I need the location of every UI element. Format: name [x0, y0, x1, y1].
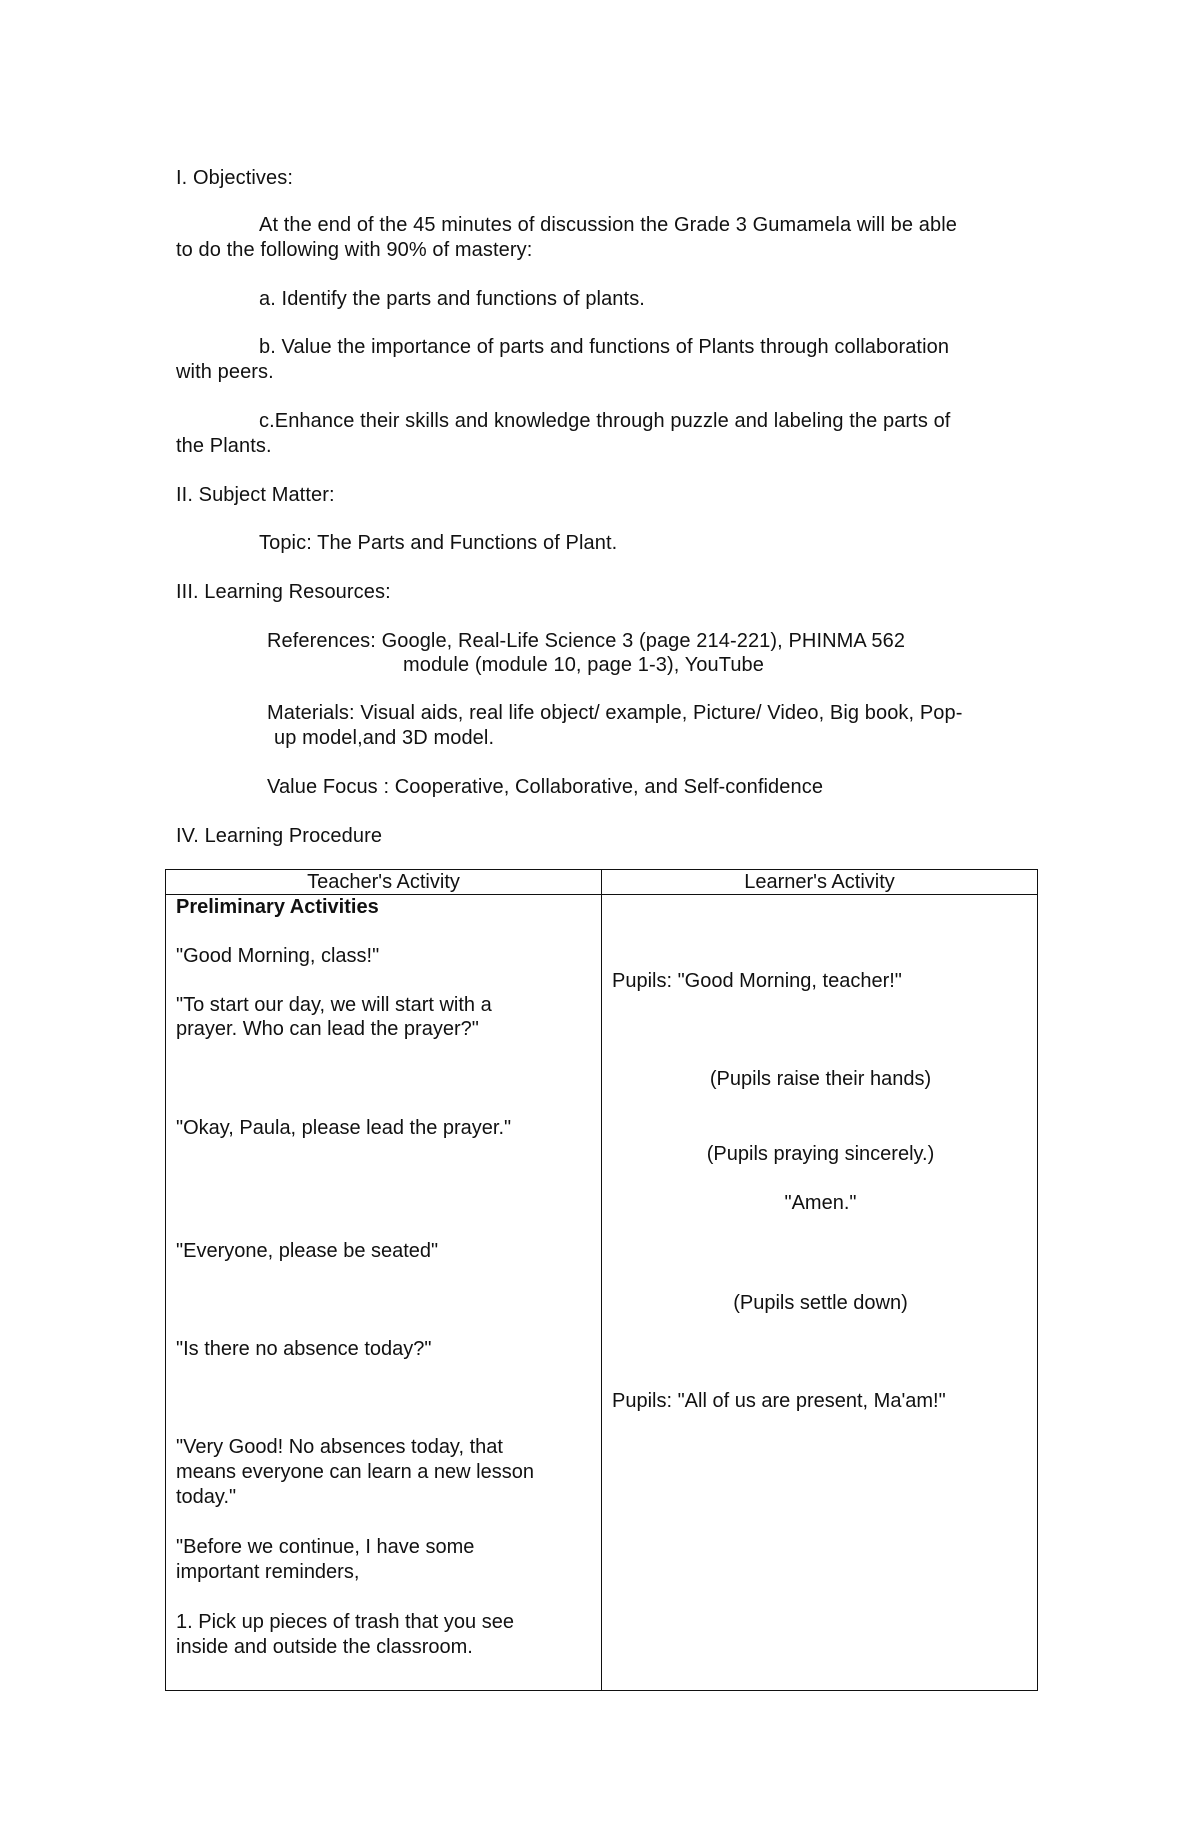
references-line1: References: Google, Real-Life Science 3 (page 214-221), PHINMA 562 — [267, 630, 906, 652]
teacher-okay-paula: "Okay, Paula, please lead the prayer." — [176, 1117, 512, 1139]
table-header-row — [166, 870, 1038, 895]
teacher-seated: "Everyone, please be seated" — [176, 1240, 439, 1262]
objective-b-line1: b. Value the importance of parts and functions of Plants through collaboration — [259, 336, 950, 358]
learner-present: Pupils: "All of us are present, Ma'am!" — [612, 1390, 946, 1412]
teacher-greeting: "Good Morning, class!" — [176, 945, 380, 967]
objective-c-line1: c.Enhance their skills and knowledge through puzzle and labeling the parts of — [259, 410, 951, 432]
learning-procedure-table — [165, 869, 1038, 1691]
teacher-reminders-line2: important reminders, — [176, 1561, 360, 1583]
column-header-teacher: Teacher's Activity — [166, 870, 602, 895]
learning-procedure-heading: IV. Learning Procedure — [176, 825, 383, 847]
teacher-very-good-line2: means everyone can learn a new lesson — [176, 1461, 534, 1483]
learner-amen: "Amen." — [784, 1192, 857, 1214]
subject-matter-heading: II. Subject Matter: — [176, 484, 335, 506]
teacher-activity-cell — [166, 895, 602, 1691]
objective-a: a. Identify the parts and functions of plants. — [259, 288, 645, 310]
table-row — [166, 895, 1038, 1691]
learning-resources-heading: III. Learning Resources: — [176, 581, 391, 603]
objective-c-line2: the Plants. — [176, 435, 272, 457]
subject-topic: Topic: The Parts and Functions of Plant. — [259, 532, 618, 554]
teacher-reminders-line1: "Before we continue, I have some — [176, 1536, 475, 1558]
objective-b-line2: with peers. — [176, 361, 274, 383]
objectives-intro-line1: At the end of the 45 minutes of discussion the Grade 3 Gumamela will be able — [259, 214, 957, 236]
teacher-very-good-line3: today." — [176, 1486, 237, 1508]
column-header-learner: Learner's Activity — [602, 870, 1038, 895]
materials-line2: up model,and 3D model. — [274, 727, 495, 749]
teacher-prayer-line2: prayer. Who can lead the prayer?" — [176, 1018, 479, 1040]
learner-greeting: Pupils: "Good Morning, teacher!" — [612, 970, 902, 992]
objectives-intro-line2: to do the following with 90% of mastery: — [176, 239, 533, 261]
teacher-reminder-item1-line2: inside and outside the classroom. — [176, 1636, 473, 1658]
teacher-very-good-line1: "Very Good! No absences today, that — [176, 1436, 503, 1458]
value-focus: Value Focus : Cooperative, Collaborative, and Self-confidence — [267, 776, 824, 798]
learner-praying: (Pupils praying sincerely.) — [706, 1143, 935, 1165]
teacher-absence: "Is there no absence today?" — [176, 1338, 432, 1360]
learner-settle: (Pupils settle down) — [733, 1292, 908, 1314]
materials-line1: Materials: Visual aids, real life object/ example, Picture/ Video, Big book, Pop- — [267, 702, 963, 724]
learner-raise-hands: (Pupils raise their hands) — [709, 1068, 932, 1090]
teacher-reminder-item1-line1: 1. Pick up pieces of trash that you see — [176, 1611, 514, 1633]
references-line2: module (module 10, page 1-3), YouTube — [403, 654, 764, 676]
learner-activity-cell — [602, 895, 1038, 1691]
preliminary-activities-heading: Preliminary Activities — [176, 896, 379, 918]
objectives-heading: I. Objectives: — [176, 167, 293, 189]
teacher-prayer-line1: "To start our day, we will start with a — [176, 994, 492, 1016]
